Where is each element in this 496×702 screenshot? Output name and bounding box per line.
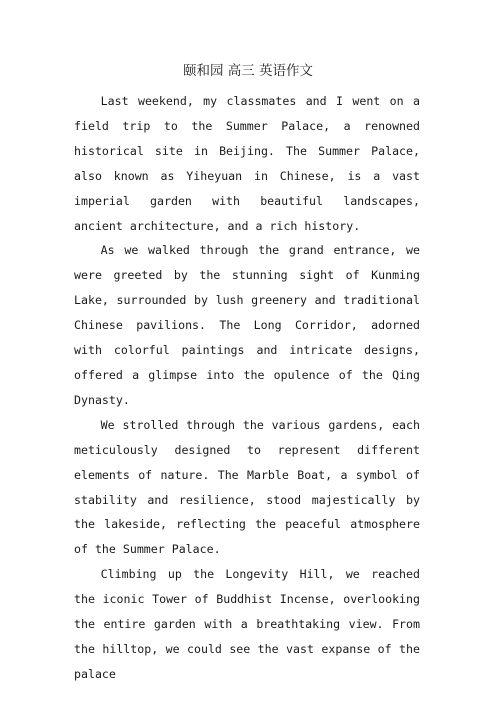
paragraph-1: Last weekend, my classmates and I went on a field trip to the Summer Palace, a renowned historical site in Beijing. The Summer Palace, also known as Yiheyuan in Chinese, is a vast imperial garden with beautiful landscapes, ancient architecture, and a rich history.	[74, 94, 420, 233]
paragraph-4: Climbing up the Longevity Hill, we reached the iconic Tower of Buddhist Incense, overlooking the entire garden with a breathtaking view. From the hilltop, we could see the vast expanse of the palace	[74, 567, 420, 681]
paragraph-2: As we walked through the grand entrance, we were greeted by the stunning sight of Kunming Lake, surrounded by lush greenery and traditional Chinese pavilions. The Long Corridor, adorned with colorful paintings and intricate designs, offered a glimpse into the opulence of the Qing Dynasty.	[74, 243, 420, 407]
paragraph-3: We strolled through the various gardens, each meticulously designed to represent different elements of nature. The Marble Boat, a symbol of stability and resilience, stood majestically by the lakeside, reflecting the peaceful atmosphere of the Summer Palace.	[74, 417, 420, 557]
document-title: 颐和园 高三 英语作文	[182, 63, 314, 79]
essay-body	[74, 89, 420, 687]
